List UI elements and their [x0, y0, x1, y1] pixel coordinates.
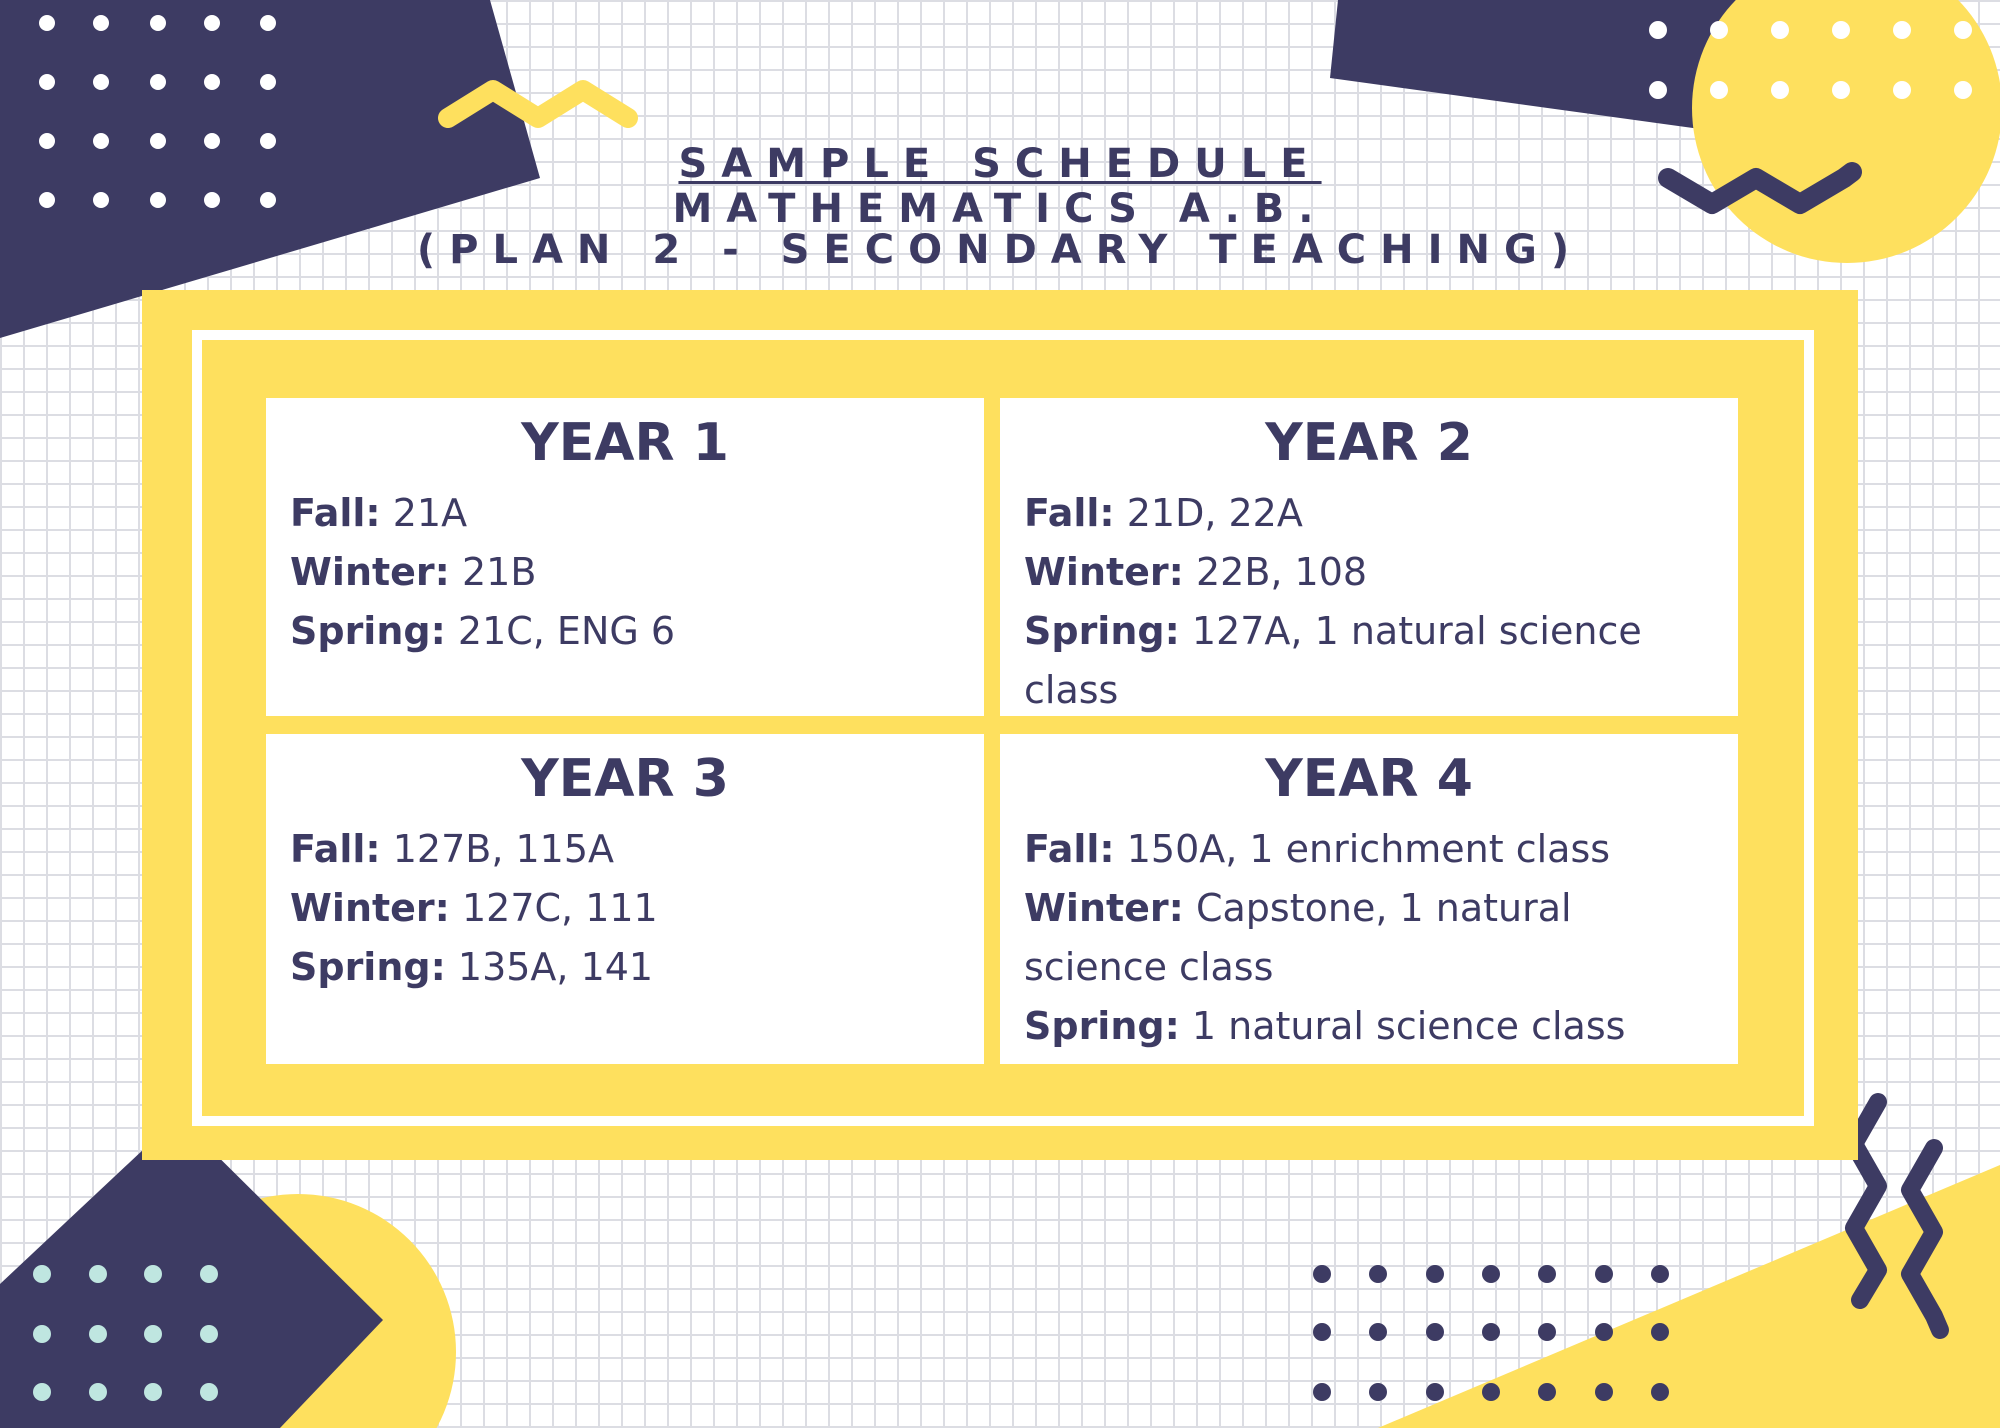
winter-label: Winter:	[1024, 886, 1184, 930]
spring-courses: 1 natural science class	[1191, 1004, 1626, 1048]
page-title-line-3: (PLAN 2 - SECONDARY TEACHING)	[416, 227, 1584, 273]
year-heading: YEAR 4	[1265, 749, 1473, 809]
fall-courses: 21D, 22A	[1126, 491, 1303, 535]
fall-row	[290, 820, 960, 879]
fall-label: Fall:	[1024, 491, 1115, 535]
spring-courses: 127A, 1 natural science class	[1024, 609, 1642, 712]
winter-courses: 127C, 111	[461, 886, 658, 930]
spring-label: Spring:	[290, 609, 446, 653]
spring-label: Spring:	[1024, 609, 1180, 653]
year-3-panel	[266, 734, 984, 1064]
fall-courses: 21A	[392, 491, 468, 535]
spring-courses: 21C, ENG 6	[457, 609, 676, 653]
winter-row	[1024, 879, 1714, 997]
spring-label: Spring:	[290, 945, 446, 989]
winter-label: Winter:	[290, 886, 450, 930]
spring-row	[1024, 602, 1714, 720]
bottom-right-yellow-wedge	[1378, 1165, 2000, 1428]
spring-courses: 135A, 141	[457, 945, 654, 989]
winter-row	[1024, 543, 1714, 602]
fall-row	[1024, 484, 1714, 543]
winter-label: Winter:	[290, 550, 450, 594]
winter-courses: 22B, 108	[1195, 550, 1368, 594]
fall-label: Fall:	[1024, 827, 1115, 871]
fall-courses: 127B, 115A	[392, 827, 615, 871]
page-title-line-2: MATHEMATICS A.B.	[672, 186, 1328, 232]
fall-courses: 150A, 1 enrichment class	[1126, 827, 1611, 871]
spring-row	[1024, 997, 1714, 1056]
spring-row	[290, 602, 960, 661]
year-2-panel	[1000, 398, 1738, 716]
fall-label: Fall:	[290, 827, 381, 871]
spring-label: Spring:	[1024, 1004, 1180, 1048]
winter-courses: 21B	[461, 550, 537, 594]
spring-row	[290, 938, 960, 997]
winter-row	[290, 879, 960, 938]
year-heading: YEAR 1	[521, 413, 729, 473]
fall-row	[290, 484, 960, 543]
year-heading: YEAR 3	[521, 749, 729, 809]
winter-label: Winter:	[1024, 550, 1184, 594]
year-1-panel	[266, 398, 984, 716]
fall-label: Fall:	[290, 491, 381, 535]
page-title-line-1: SAMPLE SCHEDULE	[678, 141, 1322, 187]
winter-courses: Capstone, 1 natural science class	[1024, 886, 1572, 989]
year-4-panel	[1000, 734, 1738, 1064]
fall-row	[1024, 820, 1714, 879]
year-heading: YEAR 2	[1265, 413, 1473, 473]
winter-row	[290, 543, 960, 602]
